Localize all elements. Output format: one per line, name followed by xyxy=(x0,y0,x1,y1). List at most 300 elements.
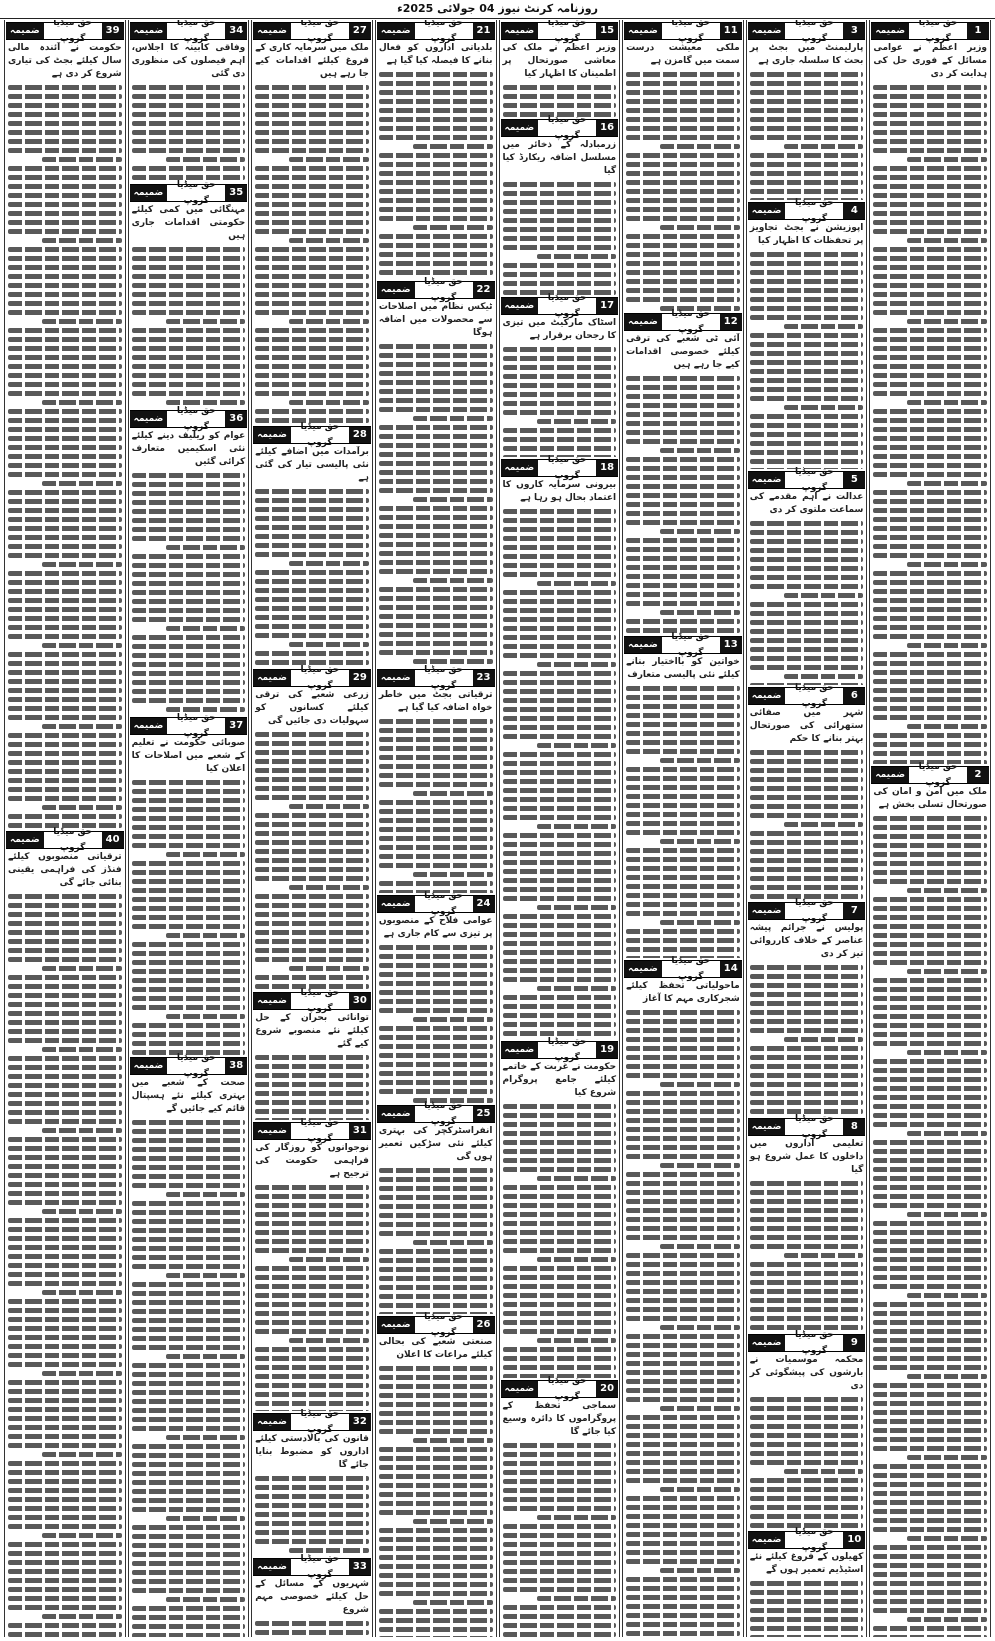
text-line xyxy=(255,840,369,845)
text-line xyxy=(750,849,864,854)
text-line xyxy=(873,816,987,821)
article xyxy=(747,469,867,685)
text-line xyxy=(379,1177,493,1182)
text-line xyxy=(503,689,617,694)
text-line xyxy=(255,1230,369,1235)
text-line xyxy=(750,198,864,200)
article-number: 2 xyxy=(967,767,989,783)
text-line xyxy=(503,1149,617,1154)
text-line xyxy=(8,1056,122,1061)
text-line xyxy=(626,1010,740,1015)
article-number: 26 xyxy=(473,1317,495,1333)
text-line xyxy=(750,1617,864,1622)
text-line xyxy=(379,81,493,86)
text-line xyxy=(255,1503,369,1508)
text-line xyxy=(132,572,246,577)
text-line xyxy=(132,1498,246,1503)
text-line xyxy=(750,992,864,997)
text-line xyxy=(750,1397,864,1402)
text-line xyxy=(626,1496,740,1501)
text-line xyxy=(8,1020,122,1025)
text-line xyxy=(873,445,987,450)
text-line xyxy=(166,707,246,712)
article-header xyxy=(253,1408,371,1435)
text-line xyxy=(8,1038,122,1043)
text-line xyxy=(289,1548,369,1553)
article-body xyxy=(747,1551,867,1637)
badge-label: ضمیمہ xyxy=(377,1317,415,1333)
text-line xyxy=(255,121,369,126)
text-line xyxy=(626,1577,740,1582)
text-line xyxy=(626,1118,740,1123)
text-line xyxy=(873,1095,987,1100)
text-line xyxy=(255,498,369,503)
text-line xyxy=(626,1361,740,1366)
text-line xyxy=(750,1226,864,1231)
text-line xyxy=(626,911,740,916)
text-line xyxy=(255,903,369,908)
text-line xyxy=(132,1606,246,1611)
text-line xyxy=(379,1366,493,1371)
text-line xyxy=(750,876,864,881)
text-line xyxy=(132,1147,246,1152)
text-line xyxy=(873,1023,987,1028)
text-line xyxy=(379,719,493,724)
text-line xyxy=(750,180,864,185)
text-line xyxy=(413,872,493,877)
text-line xyxy=(660,529,740,534)
text-line xyxy=(750,1100,864,1105)
text-line xyxy=(379,443,493,448)
text-line xyxy=(750,894,864,899)
article-header xyxy=(130,179,248,206)
text-line xyxy=(503,1167,617,1172)
article xyxy=(376,276,496,667)
text-line xyxy=(166,545,246,550)
text-line xyxy=(379,1474,493,1479)
text-line xyxy=(132,888,246,893)
text-line xyxy=(873,1518,987,1523)
text-line xyxy=(8,984,122,989)
text-line xyxy=(8,283,122,288)
text-line xyxy=(907,888,987,893)
text-line xyxy=(537,1257,617,1262)
text-line xyxy=(132,536,246,541)
text-line xyxy=(379,1294,493,1299)
text-line xyxy=(255,1347,369,1352)
article-body xyxy=(252,446,372,667)
text-line xyxy=(537,1515,617,1520)
group-name: حق میڈیا گروپ xyxy=(671,20,711,44)
text-line xyxy=(132,1372,246,1377)
text-line xyxy=(132,1462,246,1467)
text-line xyxy=(503,806,617,811)
text-line xyxy=(750,768,864,773)
text-line xyxy=(503,1533,617,1538)
text-line xyxy=(132,482,246,487)
text-line xyxy=(503,752,617,757)
text-line xyxy=(255,489,369,494)
text-line xyxy=(503,1302,617,1307)
text-line xyxy=(503,626,617,631)
text-line xyxy=(132,1633,246,1637)
text-line xyxy=(8,715,122,720)
article xyxy=(500,292,620,457)
text-line xyxy=(379,641,493,646)
text-line xyxy=(503,599,617,604)
text-line xyxy=(255,1064,369,1069)
text-line xyxy=(503,1542,617,1547)
text-line xyxy=(132,581,246,586)
text-line xyxy=(255,1293,369,1298)
text-line xyxy=(873,418,987,423)
text-line xyxy=(626,1307,740,1312)
text-line xyxy=(379,479,493,484)
text-line xyxy=(379,881,493,886)
text-line xyxy=(750,1001,864,1006)
text-line xyxy=(132,1005,246,1010)
text-line xyxy=(750,1199,864,1204)
text-line xyxy=(626,1109,740,1114)
text-line xyxy=(626,794,740,799)
text-line xyxy=(166,319,246,324)
text-line xyxy=(503,914,617,919)
text-line xyxy=(873,391,987,396)
text-line xyxy=(255,1476,369,1481)
article-lead: عوامی فلاح کے منصوبوں پر تیزی سے کام جاری ہے xyxy=(378,916,493,940)
text-line xyxy=(503,851,617,856)
text-line xyxy=(503,1356,617,1361)
text-line xyxy=(873,1608,987,1613)
text-line xyxy=(626,439,740,444)
text-line xyxy=(379,1555,493,1560)
text-line xyxy=(255,112,369,117)
article xyxy=(747,197,867,470)
article-body xyxy=(129,42,249,182)
text-line xyxy=(873,742,987,747)
text-line xyxy=(626,1415,740,1420)
text-line xyxy=(660,144,740,149)
article-number: 23 xyxy=(473,670,495,686)
text-line xyxy=(626,695,740,700)
text-line xyxy=(503,1194,617,1199)
text-line xyxy=(907,157,987,162)
text-line xyxy=(750,297,864,302)
text-line xyxy=(873,834,987,839)
text-line xyxy=(750,288,864,293)
text-line xyxy=(750,432,864,437)
text-line xyxy=(907,238,987,243)
text-line xyxy=(626,1550,740,1555)
text-line xyxy=(873,139,987,144)
text-line xyxy=(379,1483,493,1488)
text-line xyxy=(626,893,740,898)
text-line xyxy=(503,680,617,685)
text-line xyxy=(660,1244,740,1249)
article xyxy=(5,20,125,829)
text-line xyxy=(873,1473,987,1478)
text-line xyxy=(626,1397,740,1402)
article xyxy=(623,955,743,1637)
text-line xyxy=(503,959,617,964)
text-line xyxy=(873,1068,987,1073)
text-line xyxy=(660,306,740,311)
text-line xyxy=(8,679,122,684)
text-line xyxy=(873,1239,987,1244)
text-line xyxy=(750,759,864,764)
text-line xyxy=(8,418,122,423)
text-line xyxy=(8,463,122,468)
text-line xyxy=(626,1613,740,1618)
text-line xyxy=(132,85,246,90)
article-number: 39 xyxy=(102,23,124,39)
text-line xyxy=(750,99,864,104)
text-line xyxy=(379,945,493,950)
text-line xyxy=(750,1289,864,1294)
article-header xyxy=(253,422,371,449)
text-line xyxy=(750,566,864,571)
badge-label: ضمیمہ xyxy=(253,23,291,39)
text-line xyxy=(503,365,617,370)
text-line xyxy=(750,1181,864,1186)
text-line xyxy=(42,400,122,405)
text-line xyxy=(42,481,122,486)
text-line xyxy=(503,1347,617,1352)
article-body xyxy=(252,1012,372,1119)
text-line xyxy=(750,1109,864,1114)
badge-label: ضمیمہ xyxy=(748,23,786,39)
article-header xyxy=(377,1101,495,1128)
text-line xyxy=(255,606,369,611)
text-line xyxy=(873,130,987,135)
text-line xyxy=(626,1469,740,1474)
text-line xyxy=(379,623,493,628)
text-line xyxy=(132,789,246,794)
text-line xyxy=(626,1064,740,1069)
article-header xyxy=(501,454,619,481)
text-line xyxy=(626,1586,740,1591)
text-line xyxy=(626,1379,740,1384)
article xyxy=(747,20,867,200)
text-line xyxy=(132,825,246,830)
text-line xyxy=(132,1480,246,1485)
group-name: حق میڈیا گروپ xyxy=(547,454,587,481)
text-line xyxy=(132,834,246,839)
text-line xyxy=(132,1489,246,1494)
text-line xyxy=(8,607,122,612)
text-line xyxy=(626,394,740,399)
article-lead: توانائی بحران کے حل کیلئے نئے منصوبے شروع کیے گئے xyxy=(255,1013,369,1050)
text-line xyxy=(8,490,122,495)
text-line xyxy=(750,1064,864,1069)
text-line xyxy=(626,812,740,817)
text-line xyxy=(289,804,369,809)
article-body xyxy=(376,1336,496,1637)
text-line xyxy=(626,538,740,543)
text-line xyxy=(132,103,246,108)
article-body xyxy=(623,333,743,634)
text-line xyxy=(750,1406,864,1411)
text-line xyxy=(626,1181,740,1186)
text-line xyxy=(379,389,493,394)
text-line xyxy=(503,227,617,232)
text-line xyxy=(132,1210,246,1215)
text-line xyxy=(132,816,246,821)
text-line xyxy=(166,157,246,162)
article-number: 3 xyxy=(843,23,865,39)
text-line xyxy=(873,670,987,675)
text-line xyxy=(626,72,740,77)
text-line xyxy=(873,355,987,360)
article-number: 40 xyxy=(102,832,124,848)
text-line xyxy=(750,369,864,374)
text-line xyxy=(750,153,864,158)
text-line xyxy=(626,81,740,86)
text-line xyxy=(379,1492,493,1497)
text-line xyxy=(255,930,369,935)
text-line xyxy=(166,1273,246,1278)
text-line xyxy=(8,409,122,414)
text-line xyxy=(255,975,369,980)
group-name: حق میڈیا گروپ xyxy=(424,20,464,44)
article-number: 32 xyxy=(349,1414,371,1430)
text-line xyxy=(626,198,740,203)
text-line xyxy=(626,1235,740,1240)
text-line xyxy=(503,1284,617,1289)
text-line xyxy=(255,1082,369,1087)
text-line xyxy=(750,858,864,863)
text-line xyxy=(626,117,740,122)
text-line xyxy=(626,1604,740,1609)
text-line xyxy=(132,1417,246,1422)
text-line xyxy=(255,202,369,207)
article-body xyxy=(500,139,620,295)
badge-label: ضمیمہ xyxy=(130,718,168,734)
article-lead: شہریوں کے مسائل کے حل کیلئے خصوصی مہم شروع xyxy=(255,1579,369,1616)
text-line xyxy=(132,662,246,667)
text-line xyxy=(255,1194,369,1199)
text-line xyxy=(626,412,740,417)
badge-label: ضمیمہ xyxy=(253,427,291,443)
text-line xyxy=(503,869,617,874)
text-line xyxy=(873,634,987,639)
group-name: حق میڈیا گروپ xyxy=(300,988,340,1015)
text-line xyxy=(8,508,122,513)
text-line xyxy=(873,202,987,207)
article-lead: ملکی معیشت درست سمت میں گامزن ہے xyxy=(626,43,740,66)
text-line xyxy=(379,1062,493,1067)
text-line xyxy=(132,1129,246,1134)
text-line xyxy=(8,939,122,944)
group-name: حق میڈیا گروپ xyxy=(424,891,464,918)
text-line xyxy=(503,191,617,196)
text-line xyxy=(132,1174,246,1179)
article-number: 13 xyxy=(720,637,742,653)
text-line xyxy=(132,987,246,992)
text-line xyxy=(503,1329,617,1334)
article xyxy=(252,424,372,667)
text-line xyxy=(8,265,122,270)
text-line xyxy=(255,534,369,539)
text-line xyxy=(537,254,617,259)
text-line xyxy=(873,1509,987,1514)
text-line xyxy=(379,524,493,529)
text-line xyxy=(873,1383,987,1388)
text-line xyxy=(132,1570,246,1575)
text-line xyxy=(255,1494,369,1499)
text-line xyxy=(873,1500,987,1505)
badge-label: ضمیمہ xyxy=(377,1106,415,1122)
text-line xyxy=(750,1590,864,1595)
text-line xyxy=(8,553,122,558)
badge-label: ضمیمہ xyxy=(253,670,291,686)
text-line xyxy=(379,108,493,113)
text-line xyxy=(750,1451,864,1456)
text-line xyxy=(907,1293,987,1298)
badge-label: ضمیمہ xyxy=(501,1042,539,1058)
text-line xyxy=(8,472,122,477)
text-line xyxy=(626,601,740,606)
text-line xyxy=(166,852,246,857)
article-header xyxy=(501,20,619,44)
text-line xyxy=(132,94,246,99)
article xyxy=(500,1378,620,1637)
text-line xyxy=(132,897,246,902)
text-line xyxy=(379,650,493,655)
text-line xyxy=(255,301,369,306)
article-lead: ترقیاتی منصوبوں کیلئے فنڈز کی فراہمی یقینی بنائی جائے گی xyxy=(8,851,122,888)
text-line xyxy=(132,328,246,333)
text-line xyxy=(503,245,617,250)
group-name: حق میڈیا گروپ xyxy=(794,20,834,44)
text-line xyxy=(255,1248,369,1253)
text-line xyxy=(255,103,369,108)
text-line xyxy=(503,1239,617,1244)
text-line xyxy=(750,1496,864,1501)
text-line xyxy=(132,473,246,478)
text-line xyxy=(873,843,987,848)
text-line xyxy=(255,1073,369,1078)
text-line xyxy=(503,653,617,658)
text-line xyxy=(503,896,617,901)
group-name: حق میڈیا گروپ xyxy=(300,664,340,691)
text-line xyxy=(42,319,122,324)
text-line xyxy=(750,1599,864,1604)
text-line xyxy=(255,813,369,818)
article-number: 22 xyxy=(473,282,495,298)
text-line xyxy=(379,809,493,814)
text-line xyxy=(626,857,740,862)
text-line xyxy=(8,948,122,953)
article-body xyxy=(129,737,249,1055)
group-name: حق میڈیا گروپ xyxy=(794,1527,834,1554)
text-line xyxy=(626,1478,740,1483)
article-number: 10 xyxy=(843,1532,865,1548)
text-line xyxy=(132,274,246,279)
article-header xyxy=(130,1052,248,1079)
text-line xyxy=(8,364,122,369)
text-line xyxy=(626,619,740,624)
text-line xyxy=(660,1487,740,1492)
text-line xyxy=(503,1461,617,1466)
article-body xyxy=(747,922,867,1116)
column xyxy=(128,20,250,1637)
text-line xyxy=(132,906,246,911)
text-line xyxy=(8,94,122,99)
text-line xyxy=(873,427,987,432)
article xyxy=(870,761,990,1637)
text-line xyxy=(379,533,493,538)
